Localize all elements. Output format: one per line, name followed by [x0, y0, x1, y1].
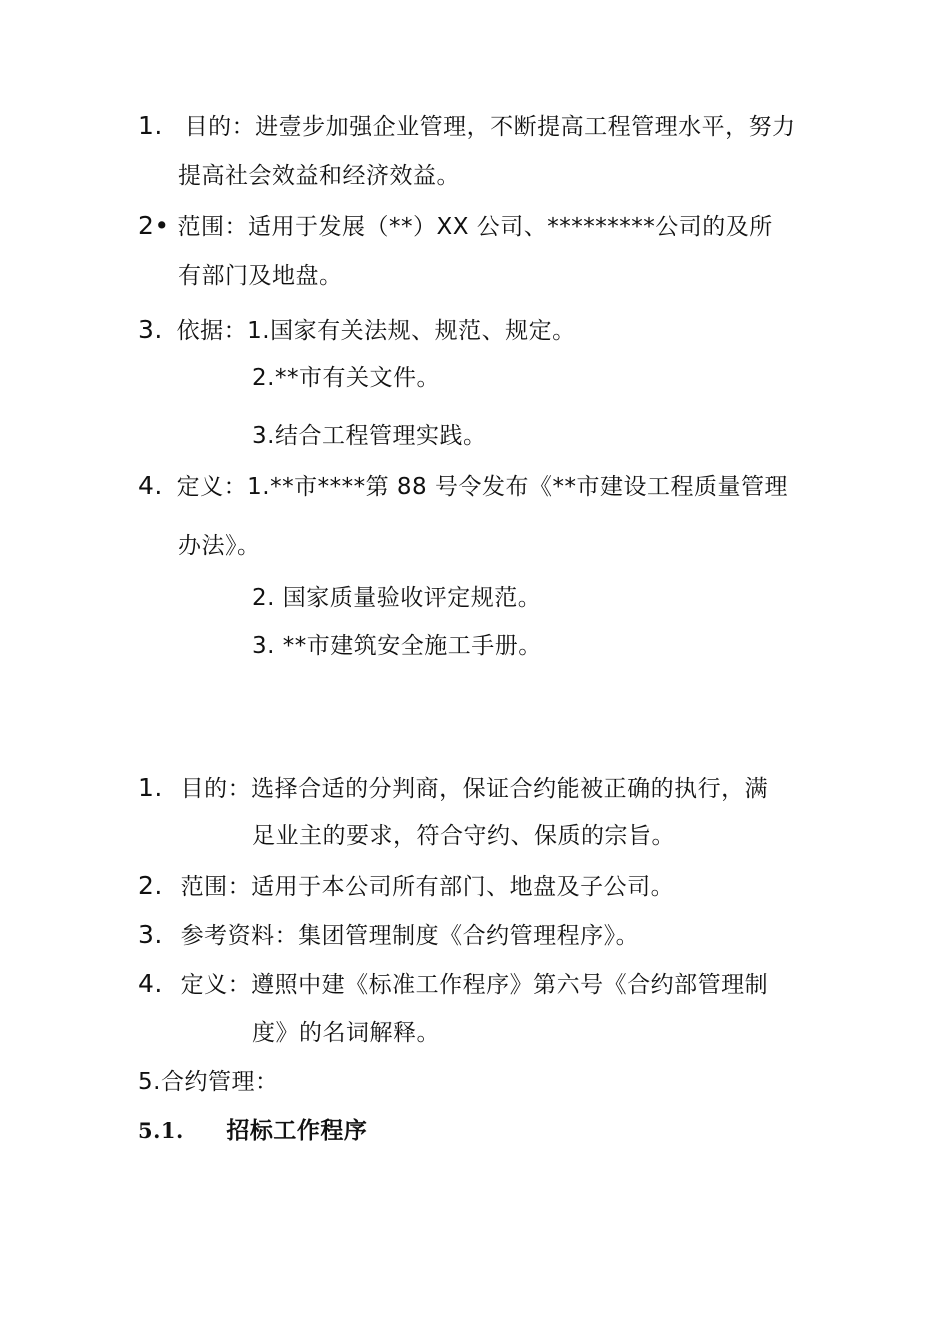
- s1-item2-line2: 有部门及地盘。: [178, 263, 343, 289]
- s2-item3-text: 参考资料：集团管理制度《合约管理程序》。: [180, 923, 640, 949]
- s1-item2-number: 2•: [138, 211, 170, 240]
- s1-item4-sub3: 3. **市建筑安全施工手册。: [252, 633, 542, 659]
- s2-item4-line2: 度》的名词解释。: [252, 1020, 440, 1046]
- s1-item2-line1: [138, 210, 773, 243]
- s2-item4-line1: [138, 968, 768, 1001]
- s2-item5-line1: 5.合约管理：: [138, 1069, 279, 1095]
- heading-number: 5.1.: [138, 1118, 184, 1143]
- s1-item4-text: 定义：1.**市****第 88 号令发布《**市建设工程质量管理: [176, 474, 789, 500]
- s1-item4-line1: [138, 470, 788, 503]
- s2-item4-number: 4.: [138, 969, 163, 998]
- s1-item3-text: 依据：1.国家有关法规、规范、规定。: [176, 318, 576, 344]
- s2-item3-line1: [138, 919, 639, 952]
- section-heading: [138, 1115, 367, 1147]
- heading-title: 招标工作程序: [226, 1118, 368, 1144]
- s1-item1-line2: 提高社会效益和经济效益。: [178, 163, 460, 189]
- s1-item4-line2: 办法》。: [178, 533, 261, 559]
- s1-item3-sub2: 2.**市有关文件。: [252, 365, 440, 391]
- s2-item1-line2: 足业主的要求，符合守约、保质的宗旨。: [252, 823, 675, 849]
- s2-item2-text: 范围：适用于本公司所有部门、地盘及子公司。: [180, 874, 675, 900]
- s1-item4-number: 4.: [138, 471, 163, 500]
- s2-item1-number: 1.: [138, 773, 163, 802]
- s1-item3-sub3: 3.结合工程管理实践。: [252, 423, 487, 449]
- s1-item1-text: 目的：进壹步加强企业管理，不断提高工程管理水平，努力: [184, 114, 796, 140]
- s2-item1-line1: [138, 772, 768, 805]
- s2-item1-text: 目的：选择合适的分判商，保证合约能被正确的执行，满: [180, 776, 769, 802]
- s1-item1-number: 1.: [138, 111, 163, 140]
- s1-item4-sub2: 2. 国家质量验收评定规范。: [252, 585, 542, 611]
- s2-item3-number: 3.: [138, 920, 163, 949]
- s2-item2-line1: [138, 870, 674, 903]
- s2-item2-number: 2.: [138, 871, 163, 900]
- s1-item3-number: 3.: [138, 315, 163, 344]
- s1-item3-line1: [138, 314, 576, 347]
- s2-item4-text: 定义：遵照中建《标准工作程序》第六号《合约部管理制: [180, 972, 769, 998]
- s1-item1-line1: [138, 110, 796, 143]
- s1-item2-text: 范围：适用于发展（**）XX 公司、*********公司的及所: [177, 214, 773, 240]
